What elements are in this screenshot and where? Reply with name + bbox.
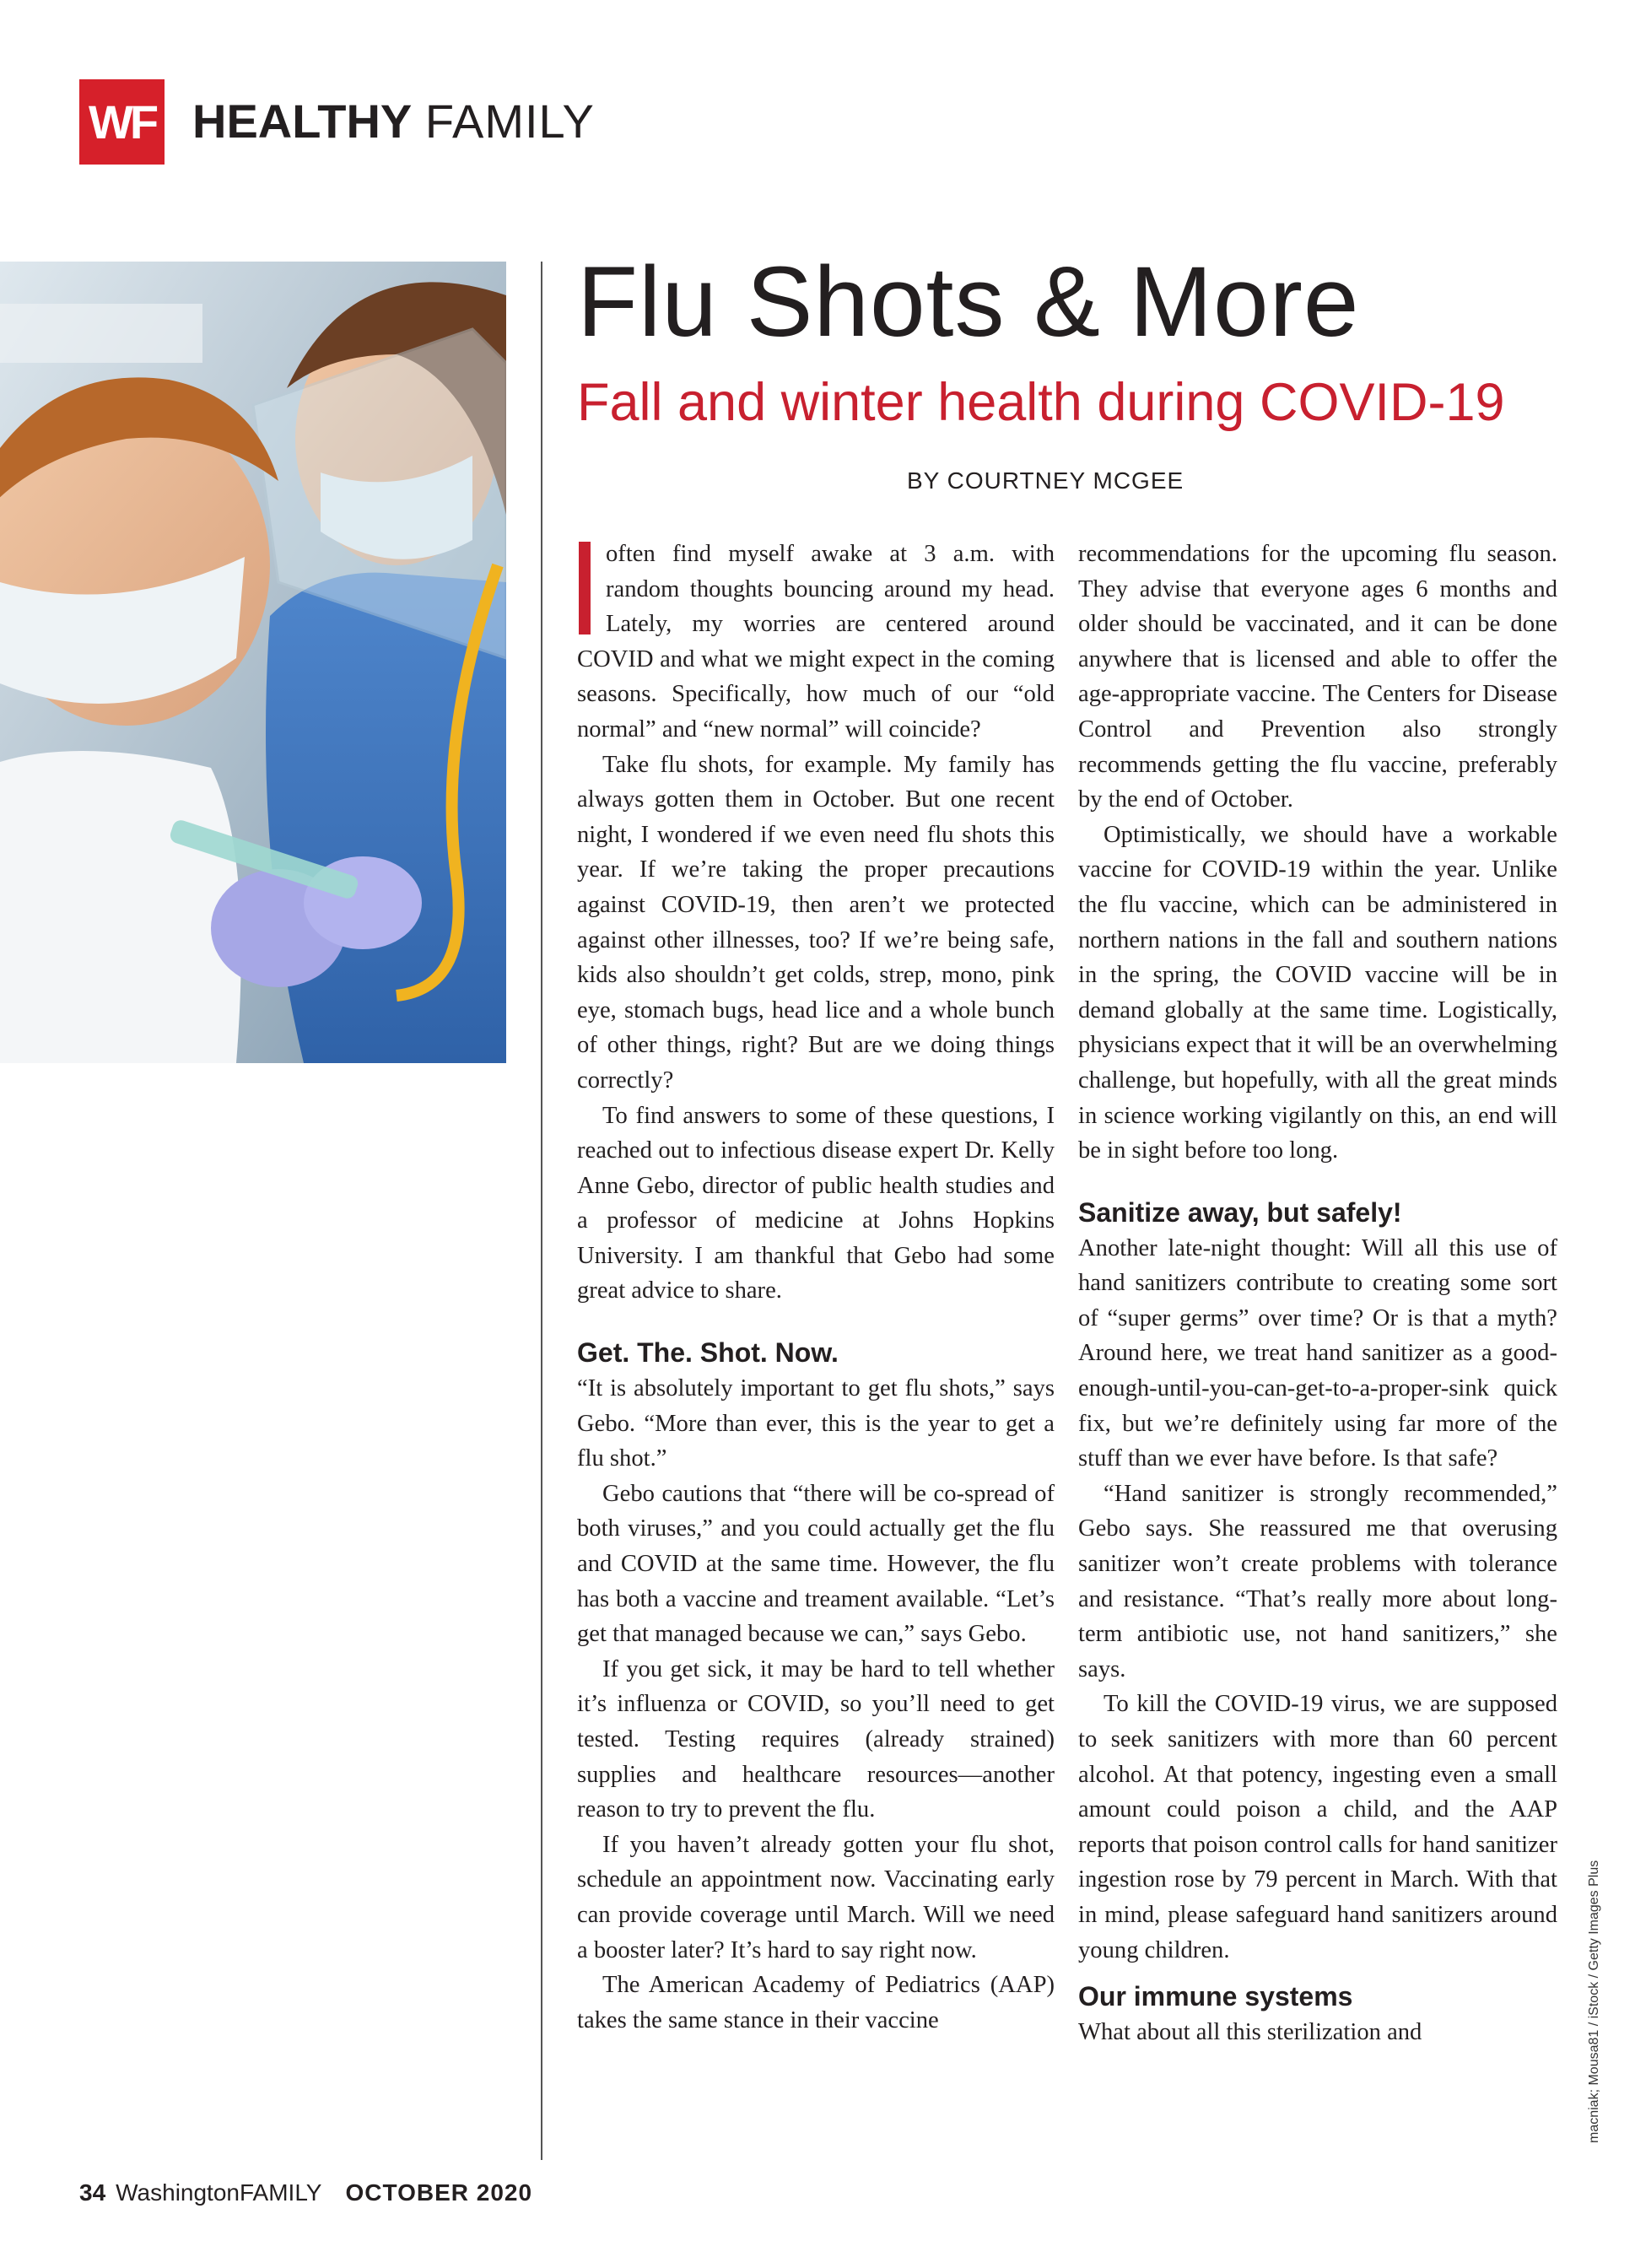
byline: BY COURTNEY MCGEE (907, 467, 1184, 494)
drop-cap (579, 542, 591, 634)
article-title: Flu Shots & More (577, 246, 1360, 358)
page-number: 34 (79, 2179, 106, 2206)
paragraph: What about all this sterilization and (1078, 2019, 1422, 2046)
section-title-light: FAMILY (424, 94, 595, 148)
page-footer (79, 2179, 532, 2207)
section-title (192, 94, 595, 148)
paragraph-text: often find myself awake at 3 a.m. with random thoughts bouncing around my head. Lately, my worries are centered around COVID and what we might expect in the coming seasons. Specifically, how much of our “old normal” and “new normal” will coincide? (577, 541, 1055, 742)
magazine-name: WashingtonFAMILY (116, 2179, 322, 2206)
article-column-2 (1078, 537, 1557, 2050)
magazine-logo: WF (79, 79, 165, 165)
paragraph: The American Academy of Pediatrics (AAP) takes the same stance in their vaccine (577, 1972, 1055, 2033)
section-heading: Our immune systems (1078, 1981, 1353, 2012)
column-rule (541, 262, 542, 2160)
section-heading: Get. The. Shot. Now. (577, 1337, 839, 1369)
section-heading: Sanitize away, but safely! (1078, 1196, 1402, 1228)
paragraph (577, 537, 1055, 748)
paragraph: Optimistically, we should have a workable vaccine for COVID-19 within the year. Unlike the flu vaccine, which can be administered in northern nations in the fall and southern nations in the spring, the COVID vaccine will be in demand globally at the same time. Logistically, physicians expect that it will be an overwhelming challenge, but hopefully, with all the great minds in science working vigilantly on this, an end will be in sight before too long. (1078, 821, 1557, 1164)
paragraph: “It is absolutely important to get flu shots,” says Gebo. “More than ever, this is the year to get a flu shot.” (577, 1375, 1055, 1472)
paragraph: To kill the COVID-19 virus, we are supposed to seek sanitizers with more than 60 percent alcohol. At that potency, ingesting even a small amount could poison a child, and the AAP reports that poison control calls for hand sanitizer ingestion rose by 79 percent in March. With that in mind, please safeguard hand sanitizers around young children. (1078, 1691, 1557, 1963)
article-column-1 (577, 537, 1055, 2038)
paragraph: Gebo cautions that “there will be co-spread of both viruses,” and you could actually get the flu and COVID at the same time. However, the flu has both a vaccine and treament available. “Let’s get that managed because we can,” says Gebo. (577, 1480, 1055, 1648)
paragraph: Take flu shots, for example. My family has always gotten them in October. But one recent night, I wondered if we even need flu shots this year. If we’re taking the proper precautions against COVID-19, then aren’t we protected against other illnesses, too? If we’re being safe, kids also shouldn’t get colds, strep, mono, pink eye, stomach bugs, head lice and a whole bunch of other things, right? But are we doing things correctly? (577, 751, 1055, 1094)
issue-date: OCTOBER 2020 (345, 2179, 533, 2206)
paragraph: Another late-night thought: Will all this use of hand sanitizers contribute to creating some sort of “super germs” over time? Or is that a myth? Around here, we treat hand sanitizer as a good-enough-until-you-can-get-to-a-proper-sink quick fix, but we’re definitely using far more of the stuff than we ever have before. Is that safe? (1078, 1234, 1557, 1472)
paragraph: “Hand sanitizer is strongly recommended,” Gebo says. She reassured me that overusing sanitizer won’t create problems with tolerance and resistance. “That’s really more about long-term antibiotic use, not hand sanitizers,” she says. (1078, 1480, 1557, 1682)
paragraph: To find answers to some of these questions, I reached out to infectious disease expert Dr. Kelly Anne Gebo, director of public health studies and a professor of medicine at Johns Hopkins University. I am thankful that Gebo had some great advice to share. (577, 1102, 1055, 1304)
article-subtitle: Fall and winter health during COVID-19 (577, 373, 1505, 432)
paragraph: If you haven’t already gotten your flu shot, schedule an appointment now. Vaccinating early can provide coverage until March. Will we need a booster later? It’s hard to say right now. (577, 1831, 1055, 1963)
paragraph: recommendations for the upcoming flu season. They advise that everyone ages 6 months and older should be vaccinated, and it can be done anywhere that is licensed and able to offer the age-appropriate vaccine. The Centers for Disease Control and Prevention also strongly recommends getting the flu vaccine, preferably by the end of October. (1078, 541, 1557, 813)
photo-credit: macniak; Mousa81 / iStock / Getty Images Plus (1587, 1860, 1601, 2143)
paragraph: If you get sick, it may be hard to tell whether it’s influenza or COVID, so you’ll need to get tested. Testing requires (already strained) supplies and healthcare resources—another reason to try to prevent the flu. (577, 1655, 1055, 1823)
section-title-bold: HEALTHY (192, 94, 413, 148)
article-photo (0, 262, 506, 1063)
